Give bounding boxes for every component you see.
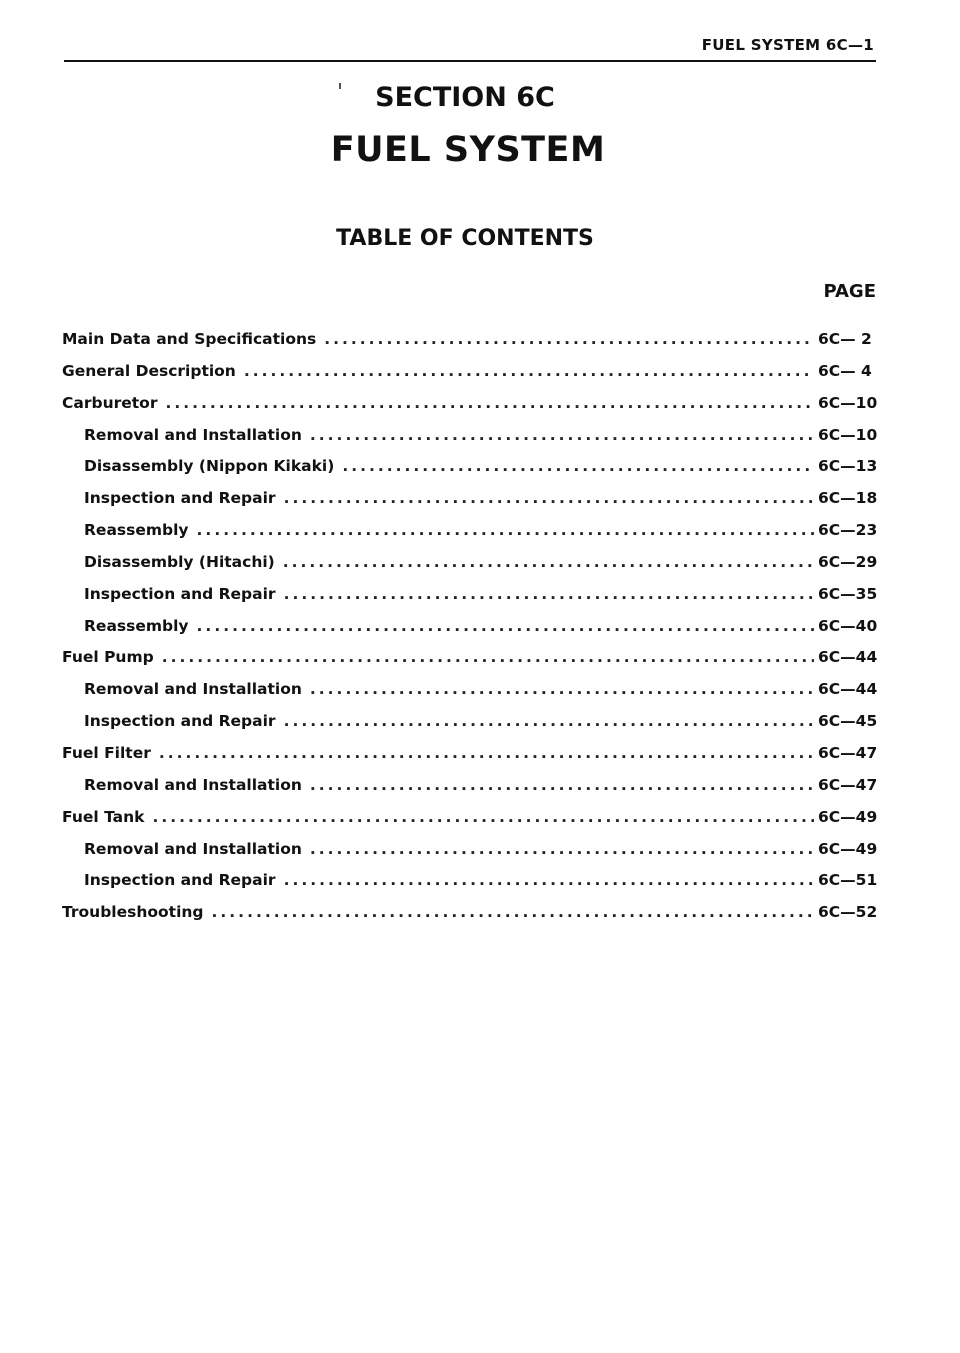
toc-leader-dots	[197, 617, 814, 635]
toc-leader-dots	[310, 426, 814, 444]
toc-entry-page: 6C—18	[818, 489, 878, 508]
toc-leader-dots	[284, 871, 814, 889]
toc-leader-dots	[212, 903, 814, 921]
toc-entry	[62, 489, 878, 521]
toc-leader-dots	[244, 362, 814, 380]
toc-leader-dots	[284, 712, 814, 730]
toc-entry-label: Removal and Installation	[84, 839, 302, 858]
toc-entry-page: 6C—49	[818, 839, 878, 858]
toc-entry	[62, 394, 878, 426]
toc-leader-dots	[159, 744, 814, 762]
toc-entry-page: 6C—10	[818, 393, 878, 412]
toc-entry-page: 6C—35	[818, 584, 878, 603]
toc-entry	[62, 871, 878, 903]
toc-entry	[62, 521, 878, 553]
toc-entry	[62, 457, 878, 489]
toc-entry-label: Inspection and Repair	[84, 712, 276, 731]
toc-leader-dots	[197, 521, 814, 539]
toc-entry	[62, 808, 878, 840]
toc-entry-label: Inspection and Repair	[84, 871, 276, 890]
toc-leader-dots	[283, 553, 814, 571]
toc-entry-page: 6C—52	[818, 903, 878, 922]
toc-entry-label: Troubleshooting	[62, 903, 204, 922]
toc-entry-page: 6C—29	[818, 552, 878, 571]
toc-entry-label: Disassembly (Nippon Kikaki)	[84, 457, 335, 476]
toc-leader-dots	[310, 840, 814, 858]
toc-entry-page: 6C—47	[818, 775, 878, 794]
toc-leader-dots	[310, 776, 814, 794]
toc-leader-dots	[324, 330, 814, 348]
toc-entry-label: Reassembly	[84, 616, 189, 635]
toc-entry	[62, 585, 878, 617]
toc-entry	[62, 648, 878, 680]
toc-leader-dots	[342, 457, 814, 475]
toc-entry	[62, 712, 878, 744]
toc-entry-label: Main Data and Specifications	[62, 330, 317, 348]
toc-entry-page: 6C—44	[818, 680, 878, 699]
toc-entry-label: Disassembly (Hitachi)	[84, 552, 275, 571]
table-of-contents	[62, 330, 878, 935]
toc-entry-page: 6C—10	[818, 425, 878, 444]
toc-entry-label: Carburetor	[62, 393, 158, 412]
toc-entry	[62, 903, 878, 935]
page-column-label: PAGE	[823, 281, 876, 302]
toc-entry	[62, 426, 878, 458]
toc-entry-page: 6C—44	[818, 648, 878, 667]
toc-entry	[62, 330, 878, 362]
toc-entry	[62, 680, 878, 712]
toc-entry-label: Fuel Pump	[62, 648, 154, 667]
toc-entry	[62, 840, 878, 872]
page-title: FUEL SYSTEM	[330, 130, 606, 170]
toc-entry-label: Removal and Installation	[84, 425, 302, 444]
toc-leader-dots	[152, 808, 814, 826]
toc-entry-page: 6C—45	[818, 712, 878, 731]
toc-leader-dots	[284, 585, 814, 603]
toc-heading: TABLE OF CONTENTS	[336, 226, 594, 251]
header-rule	[64, 60, 876, 62]
toc-entry-label: Fuel Filter	[62, 743, 151, 762]
toc-entry	[62, 617, 878, 649]
toc-leader-dots	[284, 489, 814, 507]
toc-leader-dots	[165, 394, 814, 412]
toc-entry-label: Inspection and Repair	[84, 584, 276, 603]
toc-entry-page: 6C—49	[818, 807, 878, 826]
running-header: FUEL SYSTEM 6C—1	[701, 36, 874, 54]
toc-entry-page: 6C— 2	[818, 330, 872, 348]
toc-entry	[62, 553, 878, 585]
toc-entry	[62, 744, 878, 776]
toc-leader-dots	[310, 680, 814, 698]
toc-entry	[62, 776, 878, 808]
toc-entry-label: Removal and Installation	[84, 680, 302, 699]
toc-entry-page: 6C—40	[818, 616, 878, 635]
toc-entry-label: Reassembly	[84, 521, 189, 540]
toc-entry-label: Inspection and Repair	[84, 489, 276, 508]
toc-entry-page: 6C—23	[818, 521, 878, 540]
toc-entry-label: Removal and Installation	[84, 775, 302, 794]
toc-leader-dots	[162, 648, 814, 666]
toc-entry-page: 6C—13	[818, 457, 878, 476]
toc-entry-page: 6C—51	[818, 871, 878, 890]
toc-entry-page: 6C—47	[818, 743, 878, 762]
section-title: SECTION 6C	[375, 82, 555, 113]
toc-entry-label: General Description	[62, 361, 236, 380]
toc-entry-page: 6C— 4	[818, 361, 872, 380]
toc-entry-label: Fuel Tank	[62, 807, 145, 826]
toc-entry	[62, 362, 878, 394]
